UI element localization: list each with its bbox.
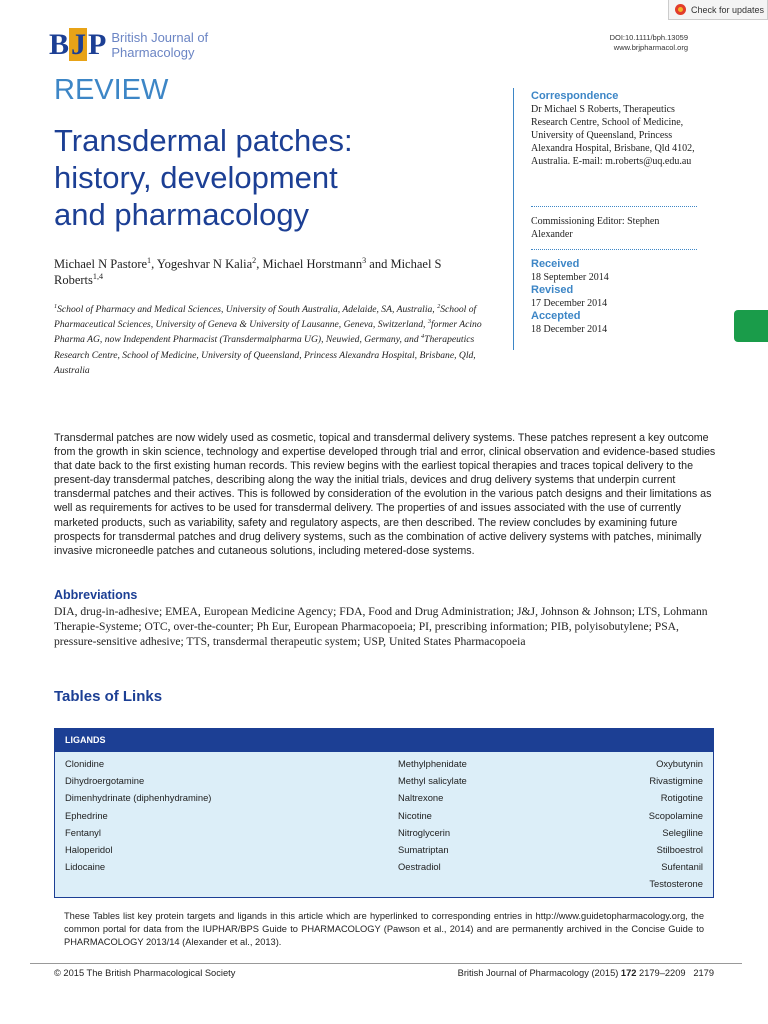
- ligand-link[interactable]: Fentanyl: [65, 826, 101, 838]
- commissioning-editor: Commissioning Editor: Stephen Alexander: [531, 216, 660, 240]
- ligand-link[interactable]: Oestradiol: [398, 861, 441, 873]
- author-list: Michael N Pastore$^1$, Yogeshvar N Kalia$^2$, Michael Horstmann$^3$ and Michael S Roberts$^{1,4}$: [54, 255, 442, 287]
- sidebar-divider: [513, 88, 514, 350]
- author-name[interactable]: Yogeshvar N Kalia: [156, 257, 253, 271]
- ligands-table-header: LIGANDS: [55, 729, 713, 752]
- ligand-link[interactable]: Stilboestrol: [656, 844, 703, 856]
- ligands-column-1: [65, 755, 211, 875]
- accepted-date: 18 December 2014: [531, 324, 608, 335]
- abbreviations-text: DIA, drug-in-adhesive; EMEA, European Medicine Agency; FDA, Food and Drug Administration; J&J, Johnson & Johnson; LTS, Lohmann Therapie-Systeme; OTC, over-the-counter; Ph Eur, European Pharmacopoeia; PI, prescribing information; PIB, polyisobutylene; PSA, pressure-sensitive adhesive; TTS, transdermal therapeutic system; USP, United States Pharmacopoeia: [54, 605, 708, 648]
- abbreviations-heading: Abbreviations: [54, 588, 138, 602]
- dates-block: [531, 258, 701, 336]
- correspondence-heading: Correspondence: [531, 90, 619, 102]
- accepted-heading: Accepted: [531, 310, 581, 322]
- page-number: 2179: [693, 968, 714, 978]
- correspondence-text: Dr Michael S Roberts, Therapeutics Research Centre, School of Medicine, University of Queensland, Princess Alexandra Hospital, Brisbane, Qld 4102, Australia. E-mail: m.roberts@uq.edu.au: [531, 104, 695, 167]
- ligand-link[interactable]: Dimenhydrinate (diphenhydramine): [65, 792, 212, 804]
- ligand-link[interactable]: Selegiline: [662, 826, 703, 838]
- ligands-column-3: [643, 755, 703, 893]
- ligand-link[interactable]: Haloperidol: [65, 844, 113, 856]
- ligand-link[interactable]: Oxybutynin: [656, 758, 703, 769]
- tables-note: These Tables list key protein targets and ligands in this article which are hyperlinked to corresponding entries in http://www.guidetopharmacology.org, the common portal for data from the IUPHAR/BPS Guide to PHARMACOLOGY (Pawson et al., 2014) and are permanently archived in the Concise Guide to PHARMACOLOGY 2013/14 (Alexander et al., 2013).: [64, 911, 704, 947]
- ligands-column-2: [398, 755, 467, 875]
- journal-citation: British Journal of Pharmacology (2015) 172 2179–2209 2179: [457, 968, 714, 978]
- check-for-updates-button[interactable]: [668, 0, 768, 20]
- footer-rule: [30, 963, 742, 964]
- journal-name: British Journal of Pharmacology: [111, 30, 209, 60]
- journal-website-link[interactable]: www.brjpharmacol.org: [613, 43, 688, 52]
- section-tab-marker: [734, 310, 768, 342]
- ligands-table: [54, 728, 714, 898]
- copyright-notice: © 2015 The British Pharmacological Society: [54, 968, 236, 978]
- ligand-link[interactable]: Naltrexone: [398, 792, 444, 804]
- ligand-link[interactable]: Testosterone: [649, 878, 703, 890]
- ligand-link[interactable]: Rotigotine: [660, 792, 703, 804]
- doi-block: [610, 33, 688, 53]
- check-for-updates-label: Check for updates: [691, 4, 765, 15]
- ligand-link[interactable]: Nitroglycerin: [398, 826, 451, 838]
- abstract-text: Transdermal patches are now widely used as cosmetic, topical and transdermal delivery systems. These patches represent a key outcome from the growth in skin science, technology and expertise developed through trial and error, clinical observation and evidence-based studies that date back to the first existing human records. This review begins with the earliest topical therapies and traces topical delivery to the present-day transdermal patches, describing along the way the initial trials, devices and drug delivery systems that underpin current transdermal patches and their actives. This is followed by consideration of the evolution in the various patch designs and their limitations as well as requirements for actives to be used for transdermal delivery. The properties of and issues associated with the use of currently marketed products, such as variability, safety and regulatory aspects, are then described. The review concludes by examining future prospects for transdermal patches and drug delivery systems, such as the combination of active delivery systems with patches, minimally invasive microneedle patches and cutaneous solutions, including metered-dose systems.: [54, 432, 716, 557]
- bjp-logo-mark: B J P: [49, 28, 106, 61]
- crossmark-icon: [675, 4, 686, 15]
- article-title: Transdermal patches: history, development and pharmacology: [54, 123, 353, 232]
- ligand-link[interactable]: Lidocaine: [65, 861, 106, 873]
- tables-of-links-heading: Tables of Links: [54, 688, 163, 705]
- correspondence-block: [531, 90, 701, 168]
- ligand-link[interactable]: Dihydroergotamine: [65, 775, 145, 787]
- affiliations: $^1$School of Pharmacy and Medical Sciences, University of South Australia, Adelaide, SA, Australia, $^2$School of Pharmaceutical Sciences, University of Geneva & University of Lausanne, Geneva, Switzerland, $^3$former Acino Pharma AG, now Independent Pharmacist (Transdermalpharma UG), Neuwied, Germany, and $^4$Therapeutics Research Centre, School of Medicine, University of Queensland, Princess Alexandra Hospital, Brisbane, Qld, Australia: [54, 302, 482, 376]
- author-name[interactable]: Michael S Roberts: [54, 257, 442, 287]
- author-name[interactable]: Michael N Pastore: [54, 257, 148, 271]
- ligand-link[interactable]: Clonidine: [65, 758, 105, 769]
- revised-heading: Revised: [531, 284, 574, 296]
- doi-link[interactable]: DOI:10.1111/bph.13059: [609, 33, 688, 42]
- ligand-link[interactable]: Sufentanil: [661, 861, 703, 873]
- received-date: 18 September 2014: [531, 272, 609, 283]
- section-label: REVIEW: [54, 74, 169, 106]
- ligand-link[interactable]: Sumatriptan: [398, 844, 449, 856]
- journal-logo[interactable]: [49, 30, 208, 60]
- ligand-link[interactable]: Scopolamine: [648, 809, 703, 821]
- author-name[interactable]: Michael Horstmann: [262, 257, 363, 271]
- ligand-link[interactable]: Methyl salicylate: [398, 775, 467, 787]
- ligand-link[interactable]: Methylphenidate: [398, 758, 467, 769]
- volume-number: 172: [620, 968, 637, 978]
- ligand-link[interactable]: Nicotine: [398, 809, 432, 821]
- dotted-divider: [531, 249, 697, 250]
- ligand-link[interactable]: Ephedrine: [65, 809, 108, 821]
- dotted-divider: [531, 206, 697, 207]
- received-heading: Received: [531, 258, 580, 270]
- ligand-link[interactable]: Rivastigmine: [649, 775, 703, 787]
- revised-date: 17 December 2014: [531, 298, 608, 309]
